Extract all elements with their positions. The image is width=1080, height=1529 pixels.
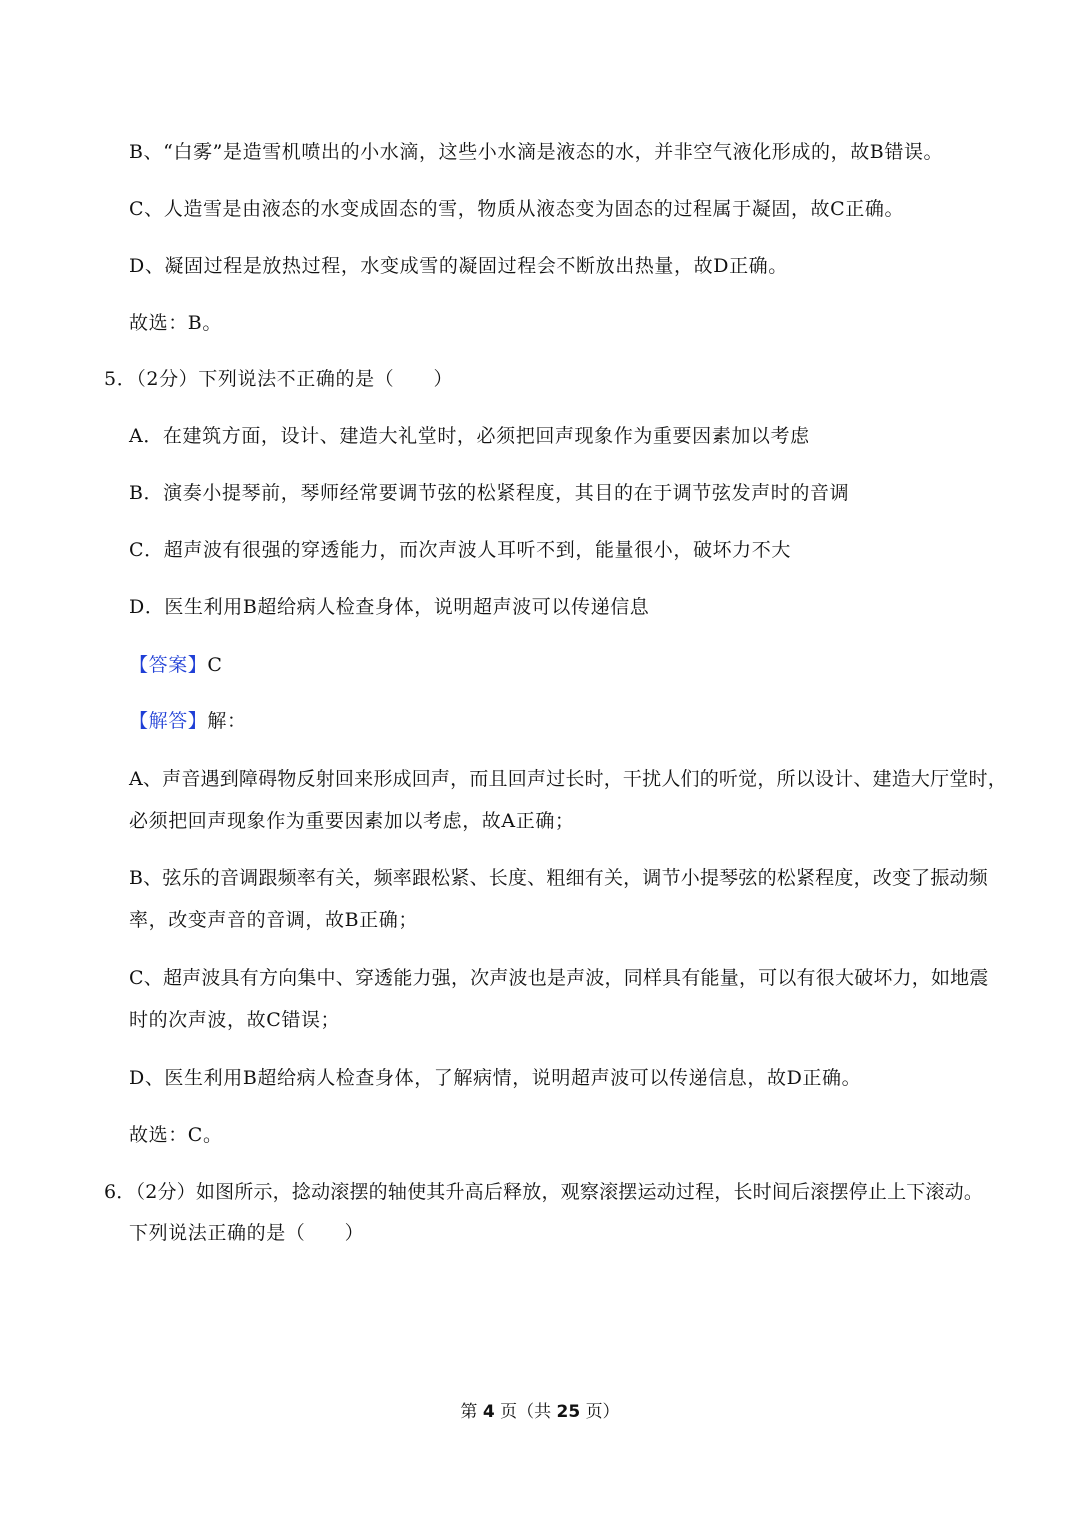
q5-analysis-b-line1: B、弦乐的音调跟频率有关，频率跟松紧、长度、粗细有关，调节小提琴弦的松紧程度，改变了振动频 [129,867,988,889]
q5-option-d: D．医生利用B超给病人检查身体，说明超声波可以传递信息 [129,596,650,618]
q5-analysis-b-line2: 率，改变声音的音调，故B正确； [129,909,418,931]
answer-value: C [207,654,223,676]
q4-analysis-c: C、人造雪是由液态的水变成固态的雪，物质从液态变为固态的过程属于凝固，故C正确。 [129,198,905,220]
q5-option-a: A．在建筑方面，设计、建造大礼堂时，必须把回声现象作为重要因素加以考虑 [129,425,810,447]
q5-option-b: B．演奏小提琴前，琴师经常要调节弦的松紧程度，其目的在于调节弦发声时的音调 [129,482,850,504]
q6-stem-line2: 下列说法正确的是（ ） [129,1222,365,1244]
q4-conclusion: 故选：B。 [129,312,222,334]
answer-tag: 【答案】 [129,654,208,676]
footer-total-pages: 25 [556,1402,581,1422]
q5-stem: 5．（2分）下列说法不正确的是（ ） [104,368,454,390]
q5-analysis-a-line2: 必须把回声现象作为重要因素加以考虑，故A正确； [129,810,575,832]
solution-intro: 解： [207,710,247,732]
q5-analysis-a-line1: A、声音遇到障碍物反射回来形成回声，而且回声过长时，干扰人们的听觉，所以设计、建造大厅堂时， [129,768,1007,790]
q5-analysis-c-line2: 时的次声波，故C错误； [129,1009,341,1031]
q5-answer [129,653,223,677]
q5-analysis-c-line1: C、超声波具有方向集中、穿透能力强，次声波也是声波，同样具有能量，可以有很大破坏力，如地震 [129,967,989,989]
q6-stem-line1: 6．（2分）如图所示，捻动滚摆的轴使其升高后释放，观察滚摆运动过程，长时间后滚摆停止上下滚动。 [104,1181,984,1203]
solution-tag: 【解答】 [129,710,208,732]
footer-page-number: 4 [482,1402,495,1422]
q5-conclusion: 故选：C。 [129,1124,223,1146]
footer-prefix: 第 [460,1402,478,1422]
q5-solution [129,709,247,733]
footer-suffix: 页） [585,1402,620,1422]
q4-analysis-d: D、凝固过程是放热过程，水变成雪的凝固过程会不断放出热量，故D正确。 [129,255,788,277]
q5-option-c: C．超声波有很强的穿透能力，而次声波人耳听不到，能量很小，破坏力不大 [129,539,791,561]
page-footer [0,1401,1080,1423]
footer-middle: 页（共 [500,1402,552,1422]
q4-analysis-b: B、“白雾”是造雪机喷出的小水滴，这些小水滴是液态的水，并非空气液化形成的，故B错误。 [129,141,944,163]
q5-analysis-d: D、医生利用B超给病人检查身体，了解病情，说明超声波可以传递信息，故D正确。 [129,1067,862,1089]
